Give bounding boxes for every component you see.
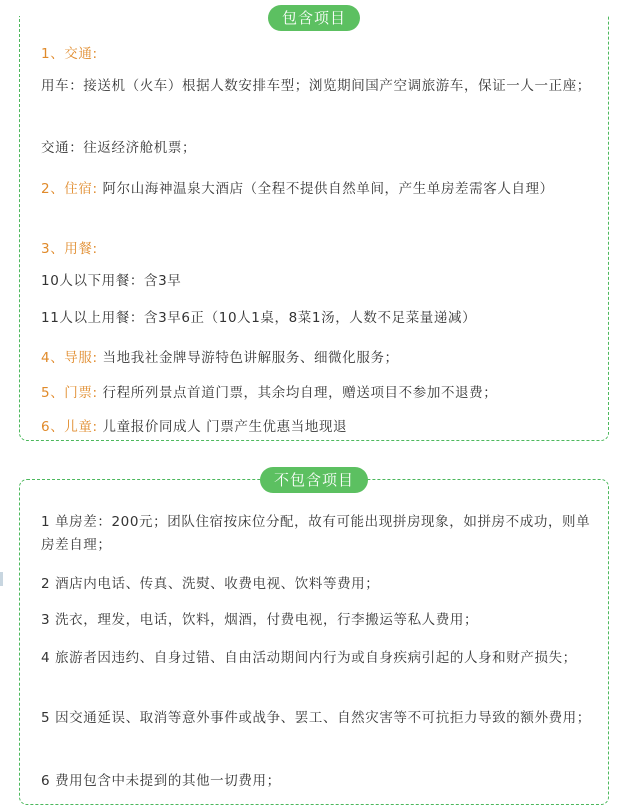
excluded-section (19, 471, 609, 805)
included-item-tickets: 5、门票: 行程所列景点首道门票，其余均自理，赠送项目不参加不退费； (41, 385, 498, 401)
excluded-item: 4 旅游者因违约、自身过错、自由活动期间内行为或自身疾病引起的人身和财产损失； (41, 650, 577, 666)
excluded-item: 5 因交通延误、取消等意外事件或战争、罢工、自然灾害等不可抗拒力导致的额外费用； (41, 710, 591, 726)
excluded-item: 2 酒店内电话、传真、洗熨、收费电视、饮料等费用； (41, 576, 380, 592)
page-edge-marker (0, 572, 3, 586)
excluded-item: 3 洗衣，理发，电话，饮料，烟酒，付费电视，行李搬运等私人费用； (41, 612, 479, 628)
included-item-guide: 4、导服: 当地我社金牌导游特色讲解服务、细微化服务； (41, 350, 399, 366)
included-item-meals-large: 11人以上用餐：含3早6正（10人1桌，8菜1汤，人数不足菜量递减） (41, 310, 477, 326)
excluded-item: 1 单房差：200元；团队住宿按床位分配，故有可能出现拼房现象，如拼房不成功，则单房差自理； (41, 514, 591, 553)
included-item-car: 用车：接送机（火车）根据人数安排车型；浏览期间国产空调旅游车，保证一人一正座； (41, 78, 591, 94)
excluded-title: 不包含项目 (260, 467, 368, 493)
included-item-children: 6、儿童: 儿童报价同成人 门票产生优惠当地现退 (41, 419, 348, 435)
included-section (19, 9, 609, 441)
included-item-flight: 交通：往返经济舱机票； (41, 140, 197, 156)
excluded-item: 6 费用包含中未提到的其他一切费用； (41, 773, 281, 789)
included-item-lodging: 2、住宿: 阿尔山海神温泉大酒店（全程不提供自然单间，产生单房差需客人自理） (41, 181, 554, 197)
included-title: 包含项目 (268, 5, 360, 31)
included-item-transport-heading: 1、交通: (41, 46, 98, 62)
included-item-meals-small: 10人以下用餐：含3早 (41, 273, 182, 289)
included-item-meals-heading: 3、用餐: (41, 241, 98, 257)
